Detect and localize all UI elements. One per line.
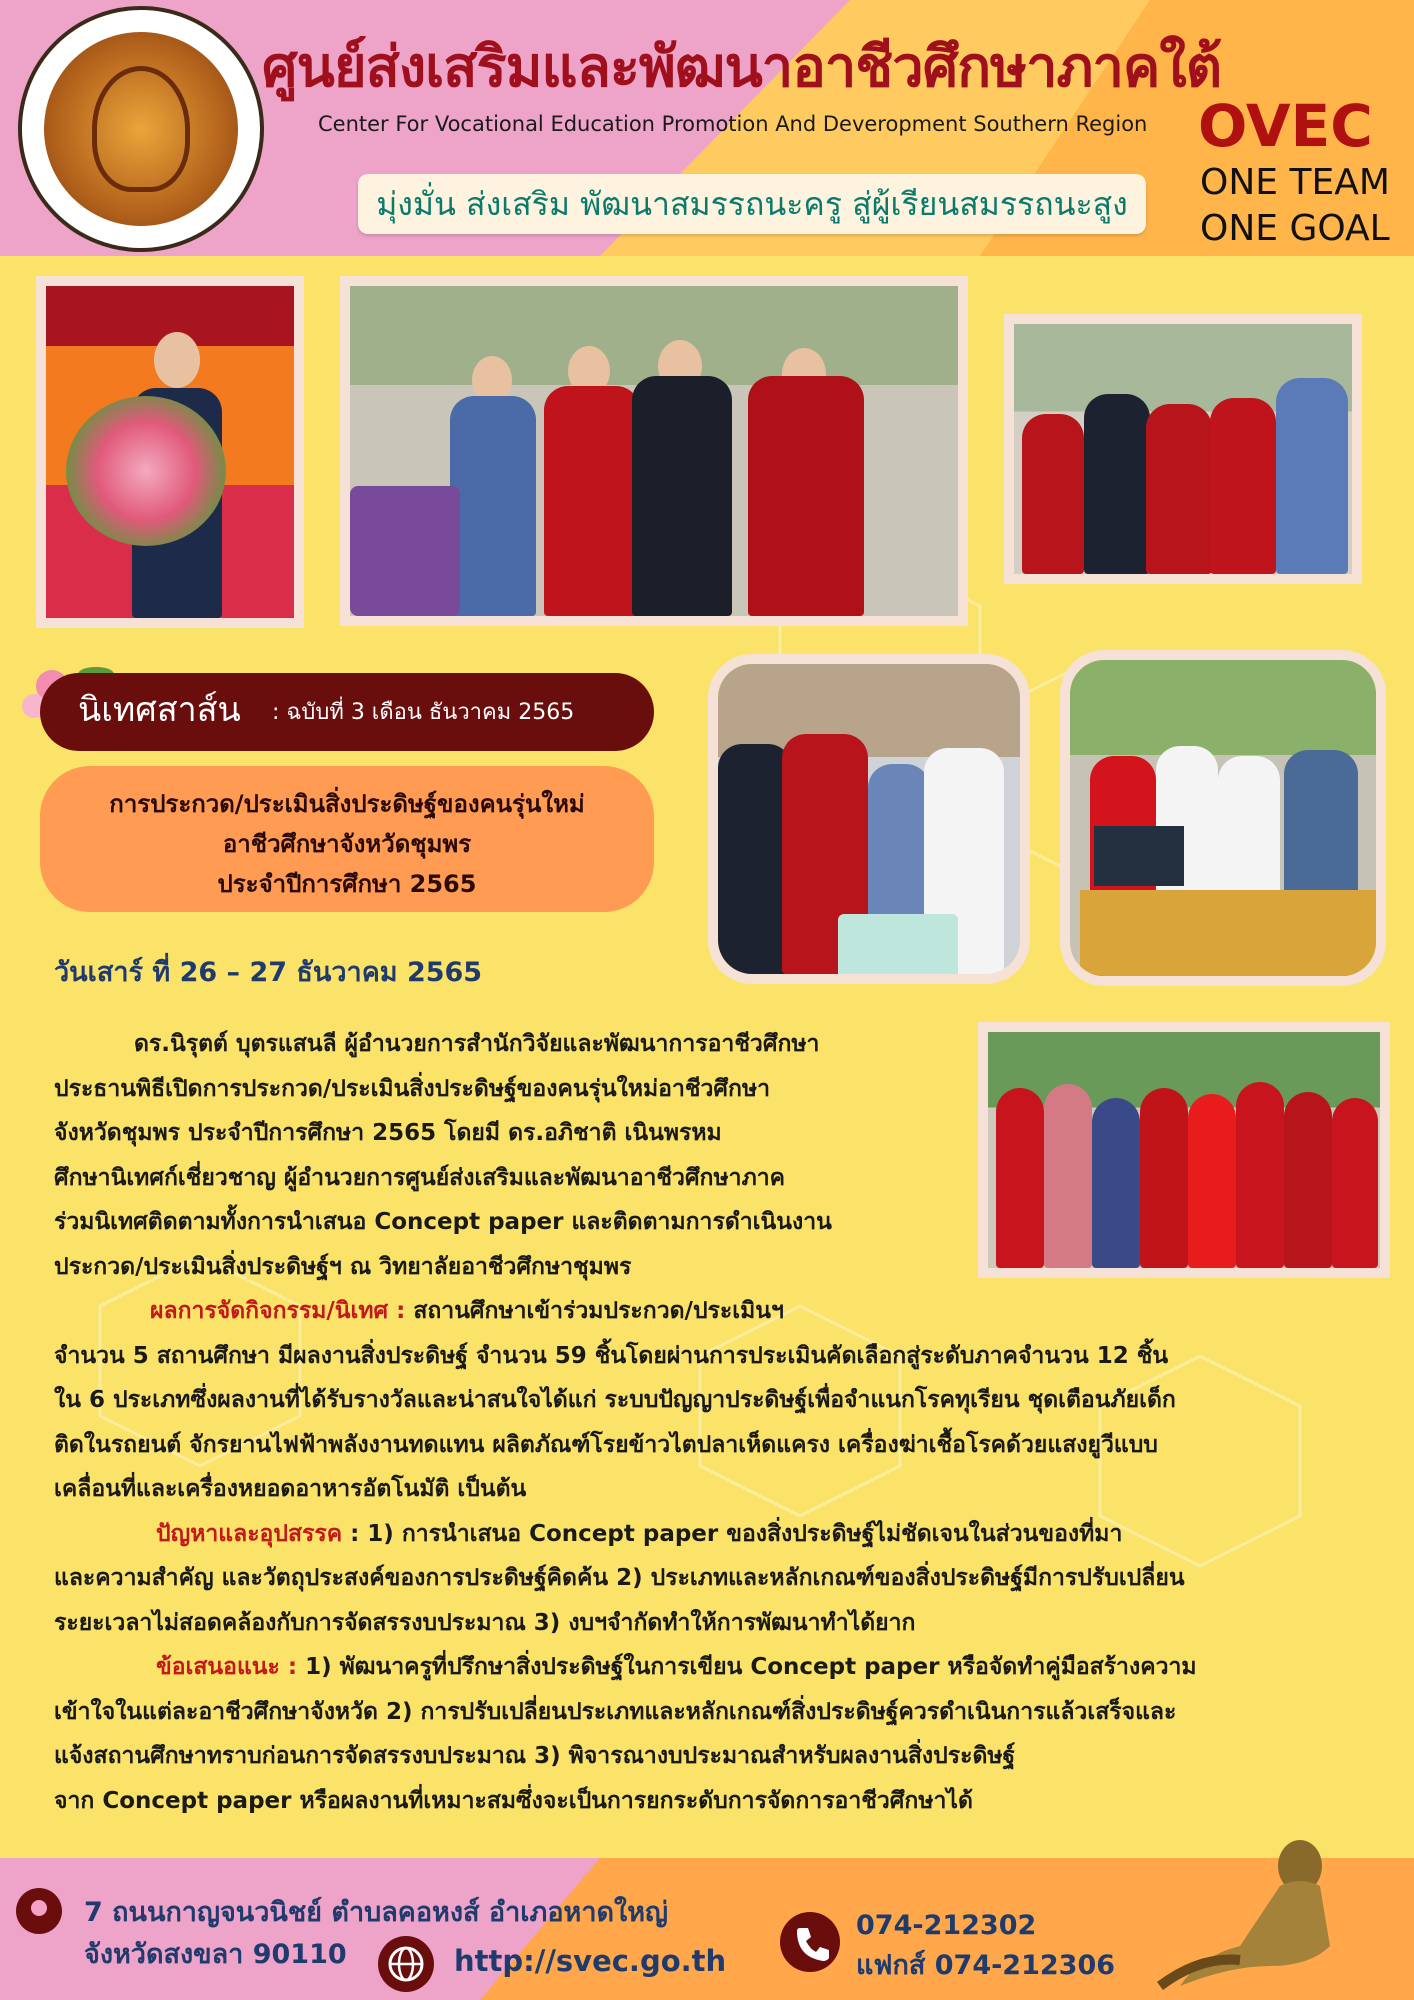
header-title-th: ศูนย์ส่งเสริมและพัฒนาอาชีวศึกษาภาคใต้ [262, 35, 1222, 100]
suggest-line: จาก Concept paper หรือผลงานที่เหมาะสมซึ่งจะเป็นการยกระดับการจัดการอาชีวศึกษาได้ [54, 1787, 973, 1814]
ovec-wordmark: OVEC [1198, 92, 1373, 160]
topic-line-3: ประจำปีการศึกษา 2565 [217, 870, 477, 898]
result-line: เคลื่อนที่และเครื่องหยอดอาหารอัตโนมัติ เป็นต้น [54, 1476, 527, 1502]
result-first-line [54, 1289, 1384, 1334]
result-label: ผลการจัดกิจกรรม/นิเทศ : [150, 1298, 406, 1324]
topic-line-1: การประกวด/ประเมินสิ่งประดิษฐ์ของคนรุ่นใหม่ [109, 790, 585, 818]
problem-first-text: : 1) การนำเสนอ Concept paper ของสิ่งประดิษฐ์ไม่ชัดเจนในส่วนของที่มา [342, 1520, 1123, 1547]
body-intro-line: ประธานพิธีเปิดการประกวด/ประเมินสิ่งประดิษฐ์ของคนรุ่นใหม่อาชีวศึกษา [54, 1075, 771, 1102]
suggest-line: เข้าใจในแต่ละอาชีวศึกษาจังหวัด 2) การปรับเปลี่ยนประเภทและหลักเกณฑ์สิ่งประดิษฐ์ควรดำเนินการแล้วเสร็จและ [54, 1698, 1177, 1725]
suggest-label: ข้อเสนอแนะ : [156, 1654, 298, 1680]
header-title-en: Center For Vocational Education Promotion And Deveropment Southern Region [318, 112, 1148, 136]
problem-label: ปัญหาและอุปสรรค [156, 1520, 343, 1547]
phone-number: 074-212302 [856, 1910, 1037, 1941]
problem-line: และความสำคัญ และวัตถุประสงค์ของการประดิษฐ์คิดค้น 2) ประเภทและหลักเกณฑ์ของสิ่งประดิษฐ์มีการปรับเปลี่ยน [54, 1565, 1185, 1591]
mermaid-statue-image [1150, 1826, 1370, 1996]
body-intro-line: ร่วมนิเทศติดตามทั้งการนำเสนอ Concept paper และติดตามการดำเนินงาน [54, 1209, 832, 1235]
fax-number: แฟกส์ 074-212306 [856, 1950, 1116, 1981]
team-slogan [1200, 160, 1390, 252]
problem-first-line [54, 1512, 1384, 1557]
team-line-2: ONE GOAL [1200, 208, 1390, 249]
phone-icon [780, 1912, 840, 1972]
body-intro-line: จังหวัดชุมพร ประจำปีการศึกษา 2565 โดยมี ดร.อภิชาติ เนินพรหม [54, 1120, 722, 1146]
newsletter-issue: : ฉบับที่ 3 เดือน ธันวาคม 2565 [272, 700, 575, 725]
event-date: วันเสาร์ ที่ 26 – 27 ธันวาคม 2565 [54, 957, 483, 988]
team-line-1: ONE TEAM [1200, 162, 1390, 203]
photo-officials-booth [340, 276, 968, 626]
body-paragraphs [54, 1022, 1384, 1823]
suggest-first-line [54, 1645, 1384, 1690]
website-link[interactable]: http://svec.go.th [454, 1944, 727, 1978]
location-pin-icon [16, 1888, 62, 1934]
body-intro-line: ประกวด/ประเมินสิ่งประดิษฐ์ฯ ณ วิทยาลัยอาชีวศึกษาชุมพร [54, 1253, 632, 1280]
result-first-text: สถานศึกษาเข้าร่วมประกวด/ประเมินฯ [405, 1298, 784, 1324]
suggest-line: แจ้งสถานศึกษาทราบก่อนการจัดสรรงบประมาณ 3) พิจารณางบประมาณสำหรับผลงานสิ่งประดิษฐ์ [54, 1743, 1016, 1769]
topic-box [40, 766, 654, 912]
contact-phone [856, 1906, 1115, 1986]
body-intro-line: ดร.นิรุตต์ บุตรแสนลี ผู้อำนวยการสำนักวิจัยและพัฒนาการอาชีวศึกษา [134, 1031, 820, 1057]
photo-students-display [1060, 650, 1386, 986]
address-line-2: จังหวัดสงขลา 90110 [84, 1939, 347, 1970]
result-line: จำนวน 5 สถานศึกษา มีผลงานสิ่งประดิษฐ์ จำนวน 59 ชิ้นโดยผ่านการประเมินคัดเลือกสู่ระดับภาคจำนวน 12 ชิ้น [54, 1342, 1169, 1369]
photo-officials-group [1004, 314, 1362, 584]
body-intro-line: ศึกษานิเทศก์เชี่ยวชาญ ผู้อำนวยการศูนย์ส่งเสริมและพัฒนาอาชีวศึกษาภาค [54, 1164, 786, 1191]
suggest-first-text: 1) พัฒนาครูที่ปรึกษาสิ่งประดิษฐ์ในการเขียน Concept paper หรือจัดทำคู่มือสร้างความ [297, 1654, 1197, 1680]
topic-line-2: อาชีวศึกษาจังหวัดชุมพร [222, 830, 472, 858]
newsletter-label: นิเทศสาส์น [78, 690, 241, 730]
result-line: ใน 6 ประเภทซึ่งผลงานที่ได้รับรางวัลและน่าสนใจได้แก่ ระบบปัญญาประดิษฐ์เพื่อจำแนกโรคทุเรียน ชุดเตือนภัยเด็ก [54, 1387, 1176, 1413]
photo-inspecting-products [708, 654, 1030, 984]
result-line: ติดในรถยนต์ จักรยานไฟฟ้าพลังงานทดแทน ผลิตภัณฑ์โรยข้าวไตปลาเห็ดแครง เครื่องฆ่าเชื้อโรคด้วยแสงยูวีแบบ [54, 1431, 1158, 1458]
globe-icon [378, 1936, 434, 1992]
header-slogan: มุ่งมั่น ส่งเสริม พัฒนาสมรรถนะครู สู่ผู้เรียนสมรรถนะสูง [358, 174, 1146, 234]
photo-speaker-podium [36, 276, 304, 628]
ovec-seal-logo [18, 6, 264, 252]
address-line-1: 7 ถนนกาญจนวนิชย์ ตำบลคอหงส์ อำเภอหาดใหญ่ [84, 1897, 669, 1928]
problem-line: ระยะเวลาไม่สอดคล้องกับการจัดสรรงบประมาณ 3) งบฯจำกัดทำให้การพัฒนาทำได้ยาก [54, 1609, 916, 1636]
